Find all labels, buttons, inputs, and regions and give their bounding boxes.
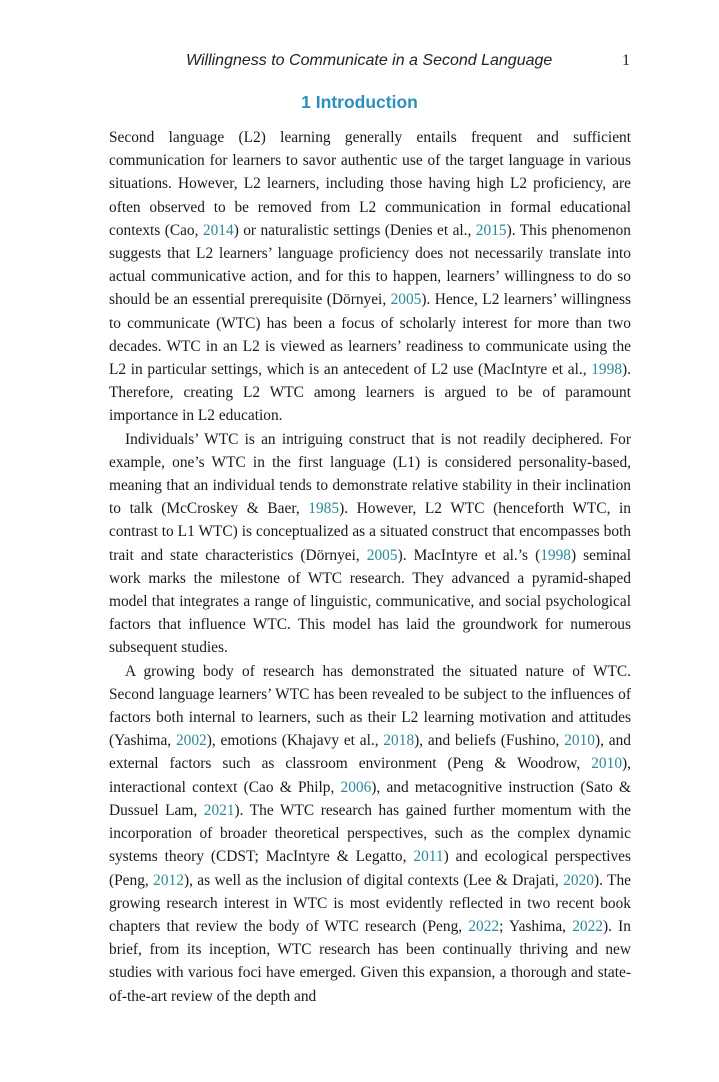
citation-year-link[interactable]: 2022 bbox=[468, 917, 500, 935]
citation-year-link[interactable]: 2010 bbox=[591, 755, 623, 773]
citation-year-link[interactable]: 2005 bbox=[366, 546, 398, 564]
running-title: Willingness to Communicate in a Second Language bbox=[186, 52, 553, 69]
body-text bbox=[109, 126, 631, 1008]
text-run: ). However, L2 WTC (henceforth WTC, in contrast to L1 WTC) is conceptualized as a situated construct that encompasses both trait and state characteristics (Dörnyei, bbox=[109, 500, 631, 564]
paragraph bbox=[109, 660, 631, 1008]
citation-year-link[interactable]: 2015 bbox=[475, 221, 507, 239]
citation-year-link[interactable]: 2022 bbox=[572, 917, 603, 935]
text-run: ) seminal work marks the milestone of WTC research. They advanced a pyramid-shaped model that integrates a range of linguistic, communicative, and social psychological factors that influence WTC. This model has laid the groundwork for numerous subsequent studies. bbox=[109, 546, 632, 657]
citation-year-link[interactable]: 2021 bbox=[203, 801, 235, 819]
section-heading: 1 Introduction bbox=[301, 92, 418, 112]
text-run: ). Hence, L2 learners’ willingness to communicate (WTC) has been a focus of scholarly interest for more than two decades. WTC in an L2 is viewed as learners’ readiness to communicate using the L2 in particular settings, which is an antecedent of L2 use (MacIntyre et al., bbox=[109, 291, 631, 379]
text-run: A growing body of research has demonstrated the situated nature of WTC. Second language learners’ WTC has been revealed to be subject to the influences of factors both internal to learners, such as their L2 learning motivation and attitudes (Yashima, bbox=[109, 662, 631, 750]
citation-year-link[interactable]: 2020 bbox=[563, 871, 594, 889]
text-run: ). The growing research interest in WTC is most evidently reflected in two recent book chapters that review the body of WTC research (Peng, bbox=[109, 871, 631, 935]
citation-year-link[interactable]: 1985 bbox=[308, 500, 340, 518]
text-run: Individuals’ WTC is an intriguing construct that is not readily deciphered. For example, one’s WTC in the first language (L1) is considered personality-based, meaning that an individual tends to demonstrate relative stability in their inclination to talk (McCroskey & Baer, bbox=[109, 430, 631, 518]
text-run: ), and metacognitive instruction (Sato & Dussuel Lam, bbox=[109, 778, 631, 819]
citation-year-link[interactable]: 2012 bbox=[153, 871, 184, 889]
text-run: Second language (L2) learning generally entails frequent and sufficient communication for learners to savor authentic use of the target language in various situations. However, L2 learners, including those having high L2 proficiency, are often observed to be removed from L2 communication in formal educational contexts (Cao, bbox=[109, 129, 631, 239]
page-number: 1 bbox=[622, 52, 630, 69]
text-run: ). This phenomenon suggests that L2 learners’ language proficiency does not necessarily translate into actual communicative action, and for this to happen, learners’ willingness to do so should be an essential prerequisite (Dörnyei, bbox=[109, 221, 631, 309]
citation-year-link[interactable]: 2010 bbox=[564, 732, 595, 750]
paragraph bbox=[109, 126, 631, 428]
citation-year-link[interactable]: 2018 bbox=[383, 732, 415, 750]
text-run: ). Therefore, creating L2 WTC among learners is argued to be of paramount importance in L2 education. bbox=[109, 361, 631, 425]
citation-year-link[interactable]: 2005 bbox=[390, 291, 422, 309]
citation-year-link[interactable]: 2006 bbox=[340, 778, 372, 796]
text-run: ; Yashima, bbox=[499, 917, 573, 935]
citation-year-link[interactable]: 2014 bbox=[202, 221, 234, 239]
text-run: ), interactional context (Cao & Philp, bbox=[109, 755, 631, 796]
text-run: ), emotions (Khajavy et al., bbox=[206, 732, 384, 750]
text-run: ), and external factors such as classroom environment (Peng & Woodrow, bbox=[109, 732, 631, 773]
paragraph bbox=[109, 428, 631, 660]
citation-year-link[interactable]: 2011 bbox=[413, 848, 444, 866]
running-head bbox=[0, 52, 719, 76]
text-run: ), and beliefs (Fushino, bbox=[414, 732, 565, 750]
text-run: ) and ecological perspectives (Peng, bbox=[109, 848, 631, 889]
citation-year-link[interactable]: 2002 bbox=[175, 732, 207, 750]
text-run: ), as well as the inclusion of digital contexts (Lee & Drajati, bbox=[183, 871, 564, 889]
citation-year-link[interactable]: 1998 bbox=[591, 361, 623, 379]
text-run: ). The WTC research has gained further momentum with the incorporation of broader theoretical perspectives, such as the complex dynamic systems theory (CDST; MacIntyre & Legatto, bbox=[109, 801, 631, 866]
text-run: ) or naturalistic settings (Denies et al., bbox=[233, 221, 476, 239]
citation-year-link[interactable]: 1998 bbox=[540, 546, 571, 564]
text-run: ). MacIntyre et al.’s ( bbox=[397, 546, 541, 564]
text-run: ). In brief, from its inception, WTC research has been continually thriving and new studies with various foci have emerged. Given this expansion, a thorough and state-of-the-art review of the depth and bbox=[109, 917, 631, 1005]
